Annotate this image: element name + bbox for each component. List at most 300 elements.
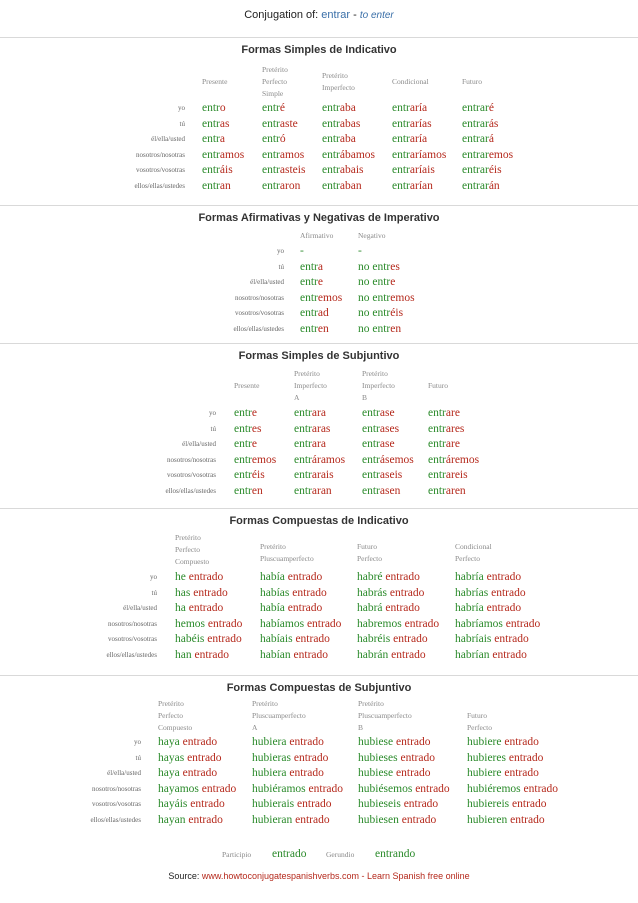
verb-ending: ara [311,407,326,419]
verb-stem: habré [357,571,383,583]
conjugation-cell [158,751,222,765]
verb-ending: entrado [390,633,428,645]
verb-stem: entr [262,179,280,192]
conjugation-cell [294,437,326,451]
pronoun-label: yo [277,247,284,255]
verb-stem: habíais [260,633,293,645]
verb-ending: abais [339,164,364,176]
verb-ending: areis [445,469,468,481]
verb-ending: aba [339,133,356,145]
verb-stem: hubiésemos [358,782,413,795]
column-header: Pretérito Imperfecto B [362,369,395,402]
conjugation-cell [294,468,334,482]
column-header: Condicional Perfecto [455,542,492,563]
conjugation-cell [455,601,521,615]
conjugation-cell [234,406,257,420]
verb-stem: entrar [462,102,489,114]
verb-ending: abas [339,117,361,130]
verb-ending: entrado [284,571,323,583]
verb-stem: entr [202,148,220,161]
divider [0,343,638,344]
column-header: Presente [234,381,260,390]
conjugation-cell [358,322,401,336]
gerund-value: entrando [375,848,416,860]
verb-stem: entr [392,133,410,145]
verb-stem: entr [392,117,410,130]
verb-ending: aron [279,179,301,192]
conjugation-cell [322,101,356,115]
conjugation-cell [158,813,223,827]
verb-stem: habrían [455,648,490,661]
verb-stem: no entr [358,307,391,319]
verb-stem: entr [234,484,252,497]
conjugation-cell [428,453,479,467]
verb-stem: hubiera [252,767,287,779]
column-header: Negativo [358,231,386,240]
verb-ending: entrado [491,633,529,645]
verb-stem: entr [362,407,380,419]
verb-ending: entrado [292,813,330,826]
pronoun-label: vosotros/vosotras [136,166,185,174]
conjugation-cell [175,617,242,631]
verb-ending: a [219,133,225,145]
verb-ending: are [445,438,460,450]
pronoun-label: vosotros/vosotras [167,471,216,479]
verb-stem: hubiéramos [252,782,306,795]
conjugation-cell [322,179,362,193]
conjugation-cell [467,735,539,749]
pronoun-label: ellos/ellas/ustedes [106,650,157,659]
verb-stem: entr [362,484,380,497]
column-header: Pretérito Pluscuamperfecto B [358,699,412,732]
verb-ending: aban [339,179,362,192]
conjugation-cell [252,797,332,811]
verb-ending: entrado [388,648,426,661]
verb-ending: ás [488,117,499,130]
verb-ending: entrado [284,602,323,614]
column-header: Presente [202,77,228,86]
conjugation-cell [357,586,424,600]
verb-stem: habíamos [260,617,305,630]
conjugation-cell [362,453,414,467]
verb-ending: éis [488,164,502,176]
verb-ending: entrado [509,798,547,810]
verb-ending: arais [311,469,334,481]
conjugation-cell [358,735,431,749]
verb-stem: entr [262,133,280,145]
conjugation-cell [462,148,513,162]
conjugation-cell [202,148,244,162]
conjugation-cell [294,453,345,467]
conjugation-cell [234,468,265,482]
verb-stem: hubieras [252,751,291,764]
conjugation-cell [300,291,342,305]
column-header: Pretérito Pluscuamperfecto A [252,699,306,732]
verb-ending: entrado [205,617,243,630]
verb-stem: entr [262,117,280,130]
conjugation-cell [467,751,543,765]
pronoun-label: ellos/ellas/ustedes [165,486,216,495]
conjugation-cell [358,244,362,258]
divider [0,675,638,676]
verb-stem: habéis [175,633,205,645]
conjugation-cell [467,782,558,796]
verb-ending: aras [311,422,331,435]
verb-stem: no entr [358,291,391,304]
column-header: Condicional [392,77,429,86]
pronoun-label: tú [135,753,141,762]
conjugation-cell [428,437,460,451]
verb-ending: entrado [304,617,342,630]
conjugation-cell [175,586,228,600]
verb-ending: entrado [489,648,527,661]
conjugation-cell [462,101,494,115]
conjugation-cell [234,422,261,436]
verb-stem: entr [234,438,252,450]
verb-stem: entr [428,438,446,450]
verb-stem: han [175,648,192,661]
conjugation-cell [392,117,432,131]
gerund-label: Gerundio [326,850,355,859]
verb-ending: aste [279,117,298,130]
conjugation-cell [357,601,420,615]
verb-stem: no entr [358,322,391,335]
verb-stem: haya [158,736,180,748]
pronoun-label: tú [278,262,284,271]
conjugation-cell [392,148,446,162]
verb-ending: ases [379,422,400,435]
pronoun-label: él/ella/usted [107,769,141,777]
conjugation-cell [358,751,435,765]
conjugation-cell [322,132,356,146]
source-suffix: - Learn Spanish free online [361,871,470,881]
title-prefix: Conjugation of: [244,9,319,21]
verb-ending: entrado [401,617,440,630]
verb-ending: entrado [292,633,330,645]
conjugation-cell [262,179,300,193]
verb-ending: entrado [185,571,224,583]
pronoun-label: yo [178,104,185,112]
column-header: Futuro Perfecto [467,711,492,732]
verb-ending: entrado [393,736,431,748]
source-footer [0,871,638,881]
column-header: Pretérito Perfecto Simple [262,65,288,98]
verb-stem: hubiesen [358,813,399,826]
verb-stem: entr [428,422,446,435]
conjugation-cell [428,468,468,482]
verb-stem: hubieran [252,813,293,826]
verb-stem: habría [455,571,484,583]
verb-ending: entrado [198,782,237,795]
verb-stem: hubiere [467,767,502,779]
conjugation-cell [455,648,527,662]
verb-stem: entr [322,133,340,145]
verb-stem: entr [322,179,340,192]
verb-stem: hubieren [467,813,508,826]
conjugation-cell [262,117,298,131]
verb-stem: hayamos [158,782,199,795]
verb-stem: entr [428,453,446,466]
conjugation-cell [260,586,327,600]
verb-stem: entr [262,148,280,161]
verb-ending: entrado [502,617,541,630]
verb-stem: entr [300,276,318,288]
verb-ending: amos [279,148,305,161]
verb-ending: entrado [187,798,225,810]
verb-gloss: to enter [359,10,394,21]
pronoun-label: nosotros/nosotras [92,784,141,793]
verb-stem: habréis [357,633,391,645]
verb-stem: entrar [462,148,489,161]
verb-ending: entrado [393,767,431,779]
verb-stem: he [175,571,186,583]
verb-stem: entr [392,164,410,176]
conjugation-cell [234,484,263,498]
verb-ending: entrado [412,782,450,795]
verb-ending: aríais [409,164,435,176]
verb-ending: ásemos [379,453,414,466]
verb-ending: entrado [400,798,439,810]
conjugation-cell [294,484,332,498]
section-title: Formas Compuestas de Subjuntivo [226,682,412,694]
conjugation-cell [322,148,375,162]
conjugation-cell [362,422,399,436]
verb-ending: aba [339,102,356,114]
verb-ending: entrado [191,648,229,661]
verb-ending: entrado [179,736,218,748]
verb-stem: entr [202,164,220,176]
verb-stem: habríamos [455,617,503,630]
verb-stem: entr [428,407,446,419]
verb-ending: á [488,133,494,145]
conjugation-cell [252,813,330,827]
verb-ending: ase [379,438,395,450]
verb-stem: ha [175,602,186,614]
conjugation-cell [234,453,276,467]
verb-ending: entrado [483,571,522,583]
verb-ending: entrado [387,586,425,599]
verb-stem: entrar [462,117,489,130]
verb-stem: habría [455,602,484,614]
verb-stem: hubiere [467,736,502,748]
verb-stem: entr [322,164,340,176]
verb-ending: aren [445,484,466,497]
verb-ending: aríamos [409,148,447,161]
title-sep: - [353,9,357,21]
conjugation-cell [428,406,460,420]
verb-stem: - [358,245,362,257]
conjugation-cell [455,586,526,600]
pronoun-label: tú [210,424,216,433]
verb-stem: entrar [462,164,489,176]
conjugation-cell [202,117,229,131]
verb-ending: entrado [286,736,324,748]
pronoun-label: ellos/ellas/ustedes [134,181,185,190]
verb-stem: hubieres [467,751,506,764]
verb-ending: entrado [290,648,329,661]
pronoun-label: él/ella/usted [123,604,157,612]
pronoun-label: tú [151,588,157,597]
verb-stem: entr [322,117,340,130]
column-header: Pretérito Perfecto Compuesto [175,533,210,566]
verb-ending: é [279,102,285,114]
verb-ending: entrado [382,602,420,614]
verb-ending: entrado [505,751,544,764]
verb-stem: hubieseis [358,798,401,810]
verb-ending: e [390,276,396,288]
verb-stem: hubieses [358,751,398,764]
verb-ending: entrado [520,782,559,795]
verb-ending: arías [409,117,432,130]
verb-stem: no entr [358,260,391,273]
verb-stem: entr [392,148,410,161]
divider [0,37,638,38]
verb-stem: hubierais [252,798,295,810]
verb-ending: as [219,117,230,130]
pronoun-label: yo [209,409,216,417]
verb-ending: entrado [290,751,329,764]
verb-ending: ábamos [339,148,376,161]
verb-ending: es [390,260,400,273]
conjugation-cell [175,632,242,646]
verb-ending: are [445,407,460,419]
verb-stem: hubiese [358,767,394,779]
conjugation-cell [392,101,427,115]
conjugation-cell [392,163,435,177]
conjugation-cell [455,632,529,646]
conjugation-cell [362,437,395,451]
verb-ending: áramos [311,453,346,466]
conjugation-cell [462,179,500,193]
verb-ending: entrado [184,751,222,764]
conjugation-cell [357,617,439,631]
verb-stem: entr [392,102,410,114]
verb-stem: entr [392,179,410,192]
verb-stem: - [300,245,304,257]
verb-ending: é [488,102,494,114]
verb-stem: entrar [462,133,489,145]
conjugation-cell [455,570,521,584]
verb-stem: entr [300,307,318,319]
conjugation-cell [322,117,360,131]
verb-ending: amos [219,148,245,161]
conjugation-cell [467,797,547,811]
verb-ending: aseis [379,469,403,481]
verb-ending: entrado [185,813,223,826]
conjugation-cell [158,766,217,780]
verb-ending: aría [409,133,428,145]
verb-stem: entr [294,438,312,450]
verb-link[interactable]: entrar [321,9,351,21]
pronoun-label: él/ella/usted [250,278,284,286]
verb-stem: entr [322,102,340,114]
verb-ending: entrado [397,751,435,764]
verb-stem: entr [300,291,318,304]
conjugation-cell [392,132,427,146]
verb-ending: es [251,422,262,435]
verb-stem: hayas [158,751,185,764]
verb-stem: habrías [455,586,489,599]
verb-stem: entr [262,164,280,176]
pronoun-label: nosotros/nosotras [167,455,216,464]
conjugation-cell [357,632,428,646]
verb-stem: hayan [158,813,186,826]
conjugation-cell [300,322,329,336]
conjugation-cell [462,132,494,146]
pronoun-label: ellos/ellas/ustedes [233,324,284,333]
verb-ending: aran [311,484,332,497]
verb-stem: hubiereis [467,798,510,810]
conjugation-cell [260,601,322,615]
conjugation-cell [455,617,540,631]
conjugation-cell [158,735,217,749]
pronoun-label: yo [150,573,157,581]
conjugation-cell [262,101,285,115]
page-title [0,9,638,21]
verb-stem: entr [362,438,380,450]
verb-ending: entrado [501,736,539,748]
column-header: Pretérito Imperfecto A [294,369,327,402]
verb-stem: hemos [175,617,206,630]
conjugation-cell [234,437,257,451]
participle-label: Participio [222,850,252,859]
verb-ending: entrado [179,767,218,779]
conjugation-cell [357,570,420,584]
verb-ending: arían [409,179,433,192]
verb-ending: entrado [289,586,327,599]
conjugation-cell [358,291,415,305]
conjugation-cell [358,766,431,780]
verb-ending: an [219,179,231,192]
section-title: Formas Compuestas de Indicativo [229,515,409,527]
verb-stem: entr [322,148,340,161]
conjugation-cell [358,275,395,289]
conjugation-cell [300,260,323,274]
conjugation-cell [392,179,433,193]
conjugation-cell [175,601,223,615]
verb-ending: emos [488,148,514,161]
conjugation-cell [260,648,328,662]
conjugation-cell [357,648,426,662]
verb-ending: en [390,322,402,335]
verb-ending: entrado [382,571,420,583]
verb-stem: entr [362,469,380,481]
verb-stem: entrar [462,179,489,192]
verb-stem: entr [294,422,312,435]
verb-stem: había [260,602,285,614]
verb-ending: emos [390,291,415,304]
verb-stem: haya [158,767,180,779]
verb-ending: e [317,276,323,288]
verb-stem: habías [260,586,290,599]
verb-stem: entr [202,117,220,130]
verb-ending: o [219,102,226,114]
verb-stem: no entr [358,276,391,288]
pronoun-label: yo [134,738,141,746]
verb-stem: hayáis [158,798,188,810]
source-prefix: Source: [168,871,200,881]
conjugation-cell [202,101,226,115]
verb-ending: entrado [190,586,228,599]
conjugation-cell [462,117,498,131]
conjugation-cell [294,422,330,436]
conjugation-cell [252,766,324,780]
source-link[interactable]: www.howtoconjugatespanishverbs.com [201,871,360,881]
verb-ending: emos [317,291,343,304]
participle-value: entrado [272,848,307,860]
verb-stem: hubiéremos [467,782,521,795]
conjugation-cell [202,179,231,193]
